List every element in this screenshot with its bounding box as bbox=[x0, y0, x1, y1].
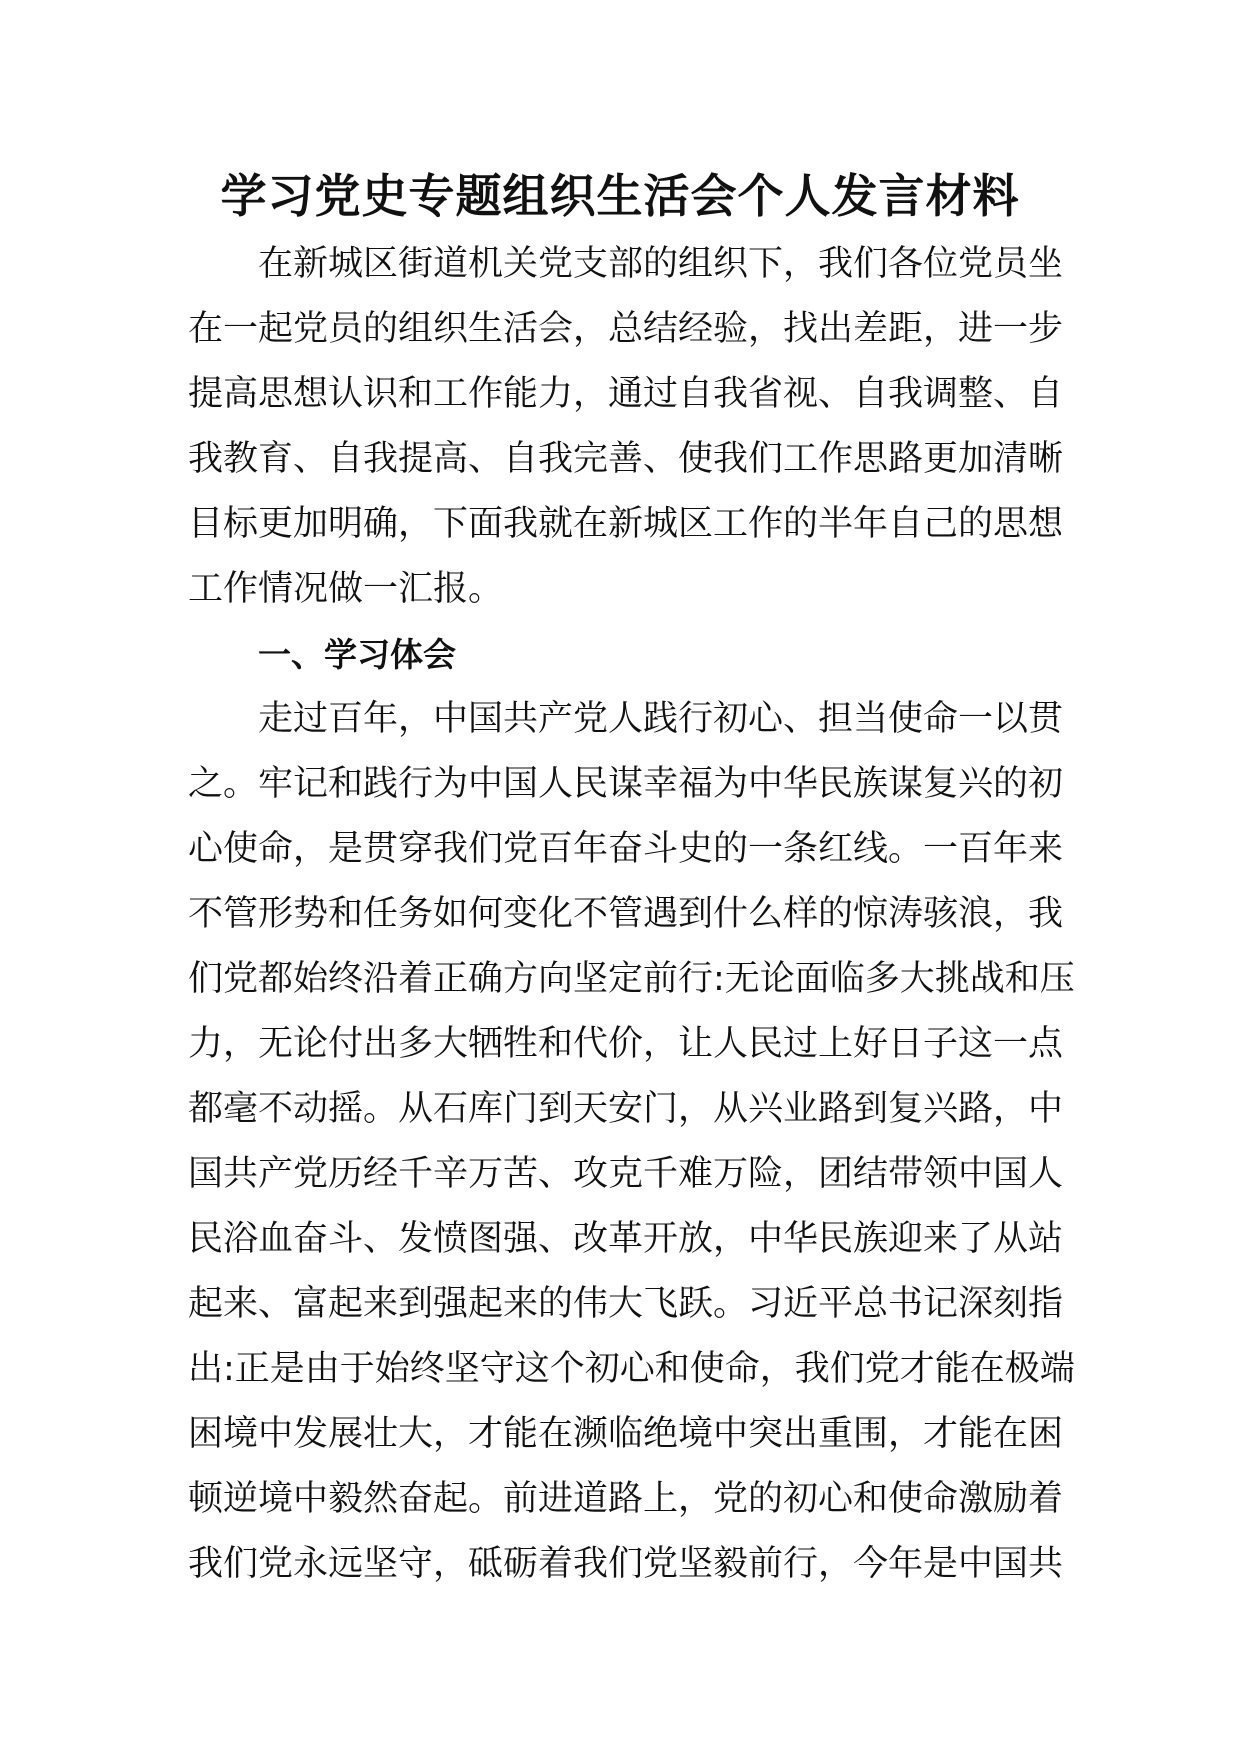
section-heading: 一、学习体会 bbox=[258, 635, 456, 674]
paragraph-2-line: 走过百年，中国共产党人践行初心、担当使命一以贯 bbox=[258, 699, 1064, 739]
paragraph-2-line: 出:正是由于始终坚守这个初心和使命，我们党才能在极端 bbox=[188, 1349, 1075, 1389]
paragraph-2-line: 国共产党历经千辛万苦、攻克千难万险，团结带领中国人 bbox=[188, 1154, 1064, 1194]
paragraph-1-line: 我教育、自我提高、自我完善、使我们工作思路更加清晰 bbox=[188, 439, 1064, 479]
paragraph-1-line: 目标更加明确，下面我就在新城区工作的半年自己的思想 bbox=[188, 504, 1064, 544]
paragraph-2-line: 之。牢记和践行为中国人民谋幸福为中华民族谋复兴的初 bbox=[188, 764, 1064, 804]
paragraph-2-line: 力，无论付出多大牺牲和代价，让人民过上好日子这一点 bbox=[188, 1024, 1064, 1064]
document-title: 学习党史专题组织生活会个人发言材料 bbox=[220, 169, 1020, 223]
paragraph-1-line: 在一起党员的组织生活会，总结经验，找出差距，进一步 bbox=[188, 309, 1064, 349]
paragraph-2-line: 起来、富起来到强起来的伟大飞跃。习近平总书记深刻指 bbox=[188, 1284, 1064, 1324]
paragraph-1-line: 在新城区街道机关党支部的组织下，我们各位党员坐 bbox=[258, 244, 1064, 284]
document-body bbox=[188, 232, 1075, 1597]
paragraph-2-line: 我们党永远坚守，砥砺着我们党坚毅前行，今年是中国共 bbox=[188, 1544, 1064, 1584]
paragraph-2-line: 都毫不动摇。从石库门到天安门，从兴业路到复兴路，中 bbox=[188, 1089, 1064, 1129]
paragraph-2-line: 顿逆境中毅然奋起。前进道路上，党的初心和使命激励着 bbox=[188, 1479, 1064, 1519]
paragraph-1-line: 提高思想认识和工作能力，通过自我省视、自我调整、自 bbox=[188, 374, 1064, 414]
paragraph-2-line: 困境中发展壮大，才能在濒临绝境中突出重围，才能在困 bbox=[188, 1414, 1064, 1454]
paragraph-2-line: 不管形势和任务如何变化不管遇到什么样的惊涛骇浪，我 bbox=[188, 894, 1064, 934]
paragraph-2-line: 民浴血奋斗、发愤图强、改革开放，中华民族迎来了从站 bbox=[188, 1219, 1064, 1259]
paragraph-1-line: 工作情况做一汇报。 bbox=[188, 569, 504, 609]
paragraph-2-line: 们党都始终沿着正确方向坚定前行:无论面临多大挑战和压 bbox=[188, 959, 1075, 999]
paragraph-2-line: 心使命，是贯穿我们党百年奋斗史的一条红线。一百年来 bbox=[188, 829, 1064, 869]
